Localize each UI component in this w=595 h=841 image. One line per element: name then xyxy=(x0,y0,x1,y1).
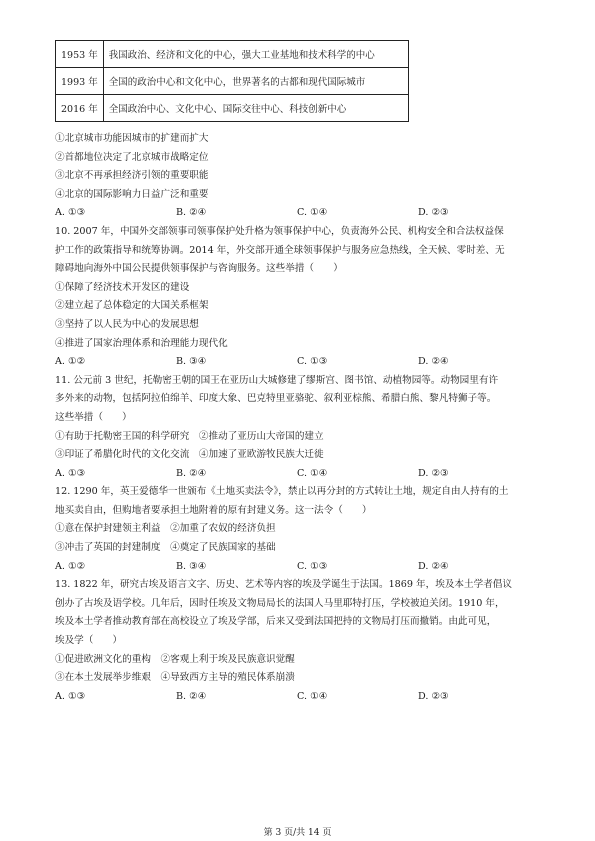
answer-options xyxy=(55,688,541,707)
option-a[interactable]: A. ①② xyxy=(55,560,86,572)
question-stem: 埃及学（ ） xyxy=(55,635,123,647)
table-year: 1993 年 xyxy=(56,68,104,95)
statement-item: ③印证了希腊化时代的文化交流 ④加速了亚欧游牧民族大迁徙 xyxy=(55,449,324,461)
answer-options xyxy=(55,353,541,372)
table-row xyxy=(56,41,409,68)
questions xyxy=(55,130,541,706)
answer-options xyxy=(55,204,541,223)
question-9 xyxy=(55,130,541,223)
table-text: 全国的政治中心和文化中心，世界著名的古都和现代国际城市 xyxy=(103,68,408,95)
statement-item: ②建立起了总体稳定的大国关系框架 xyxy=(55,300,209,312)
table-year: 1953 年 xyxy=(56,41,104,68)
question-11 xyxy=(55,372,541,484)
table-year: 2016 年 xyxy=(56,95,104,122)
question-stem: 13. 1822 年，研究古埃及语言文字、历史、艺术等内容的埃及学诞生于法国。1869 年，埃及本土学者倡议 xyxy=(55,579,512,591)
option-b[interactable]: B. ②④ xyxy=(176,207,207,219)
statement-item: ③北京不再承担经济引领的重要职能 xyxy=(55,170,209,182)
table-row xyxy=(56,68,409,95)
question-stem: 10. 2007 年，中国外交部领事司领事保护处升格为领事保护中心，负责海外公民、机构安全和合法权益保 xyxy=(55,225,504,237)
option-c[interactable]: C. ①③ xyxy=(297,560,328,572)
statement-item: ①意在保护封建领主利益 ②加重了农奴的经济负担 xyxy=(55,523,276,535)
option-b[interactable]: B. ③④ xyxy=(176,356,207,368)
option-b[interactable]: B. ②④ xyxy=(176,690,207,702)
statement-item: ①北京城市功能因城市的扩建而扩大 xyxy=(55,133,209,144)
option-d[interactable]: D. ②④ xyxy=(418,356,449,368)
statement-item: ①有助于托勒密王国的科学研究 ②推动了亚历山大帝国的建立 xyxy=(55,430,324,442)
option-c[interactable]: C. ①④ xyxy=(297,690,328,702)
page-footer: 第 3 页/共 14 页 xyxy=(263,828,332,838)
option-d[interactable]: D. ②③ xyxy=(418,207,449,219)
question-stem: 创办了古埃及语学校。几年后，因时任埃及文物局局长的法国人马里耶特打压，学校被迫关闭。1910 年， xyxy=(55,597,505,609)
option-b[interactable]: B. ③④ xyxy=(176,560,207,572)
statement-item: ③冲击了英国的封建制度 ④奠定了民族国家的基础 xyxy=(55,542,276,554)
option-c[interactable]: C. ①③ xyxy=(297,356,328,368)
question-stem: 12. 1290 年，英王爱德华一世颁布《土地买卖法令》，禁止以再分封的方式转让土地，规定自由人持有的土 xyxy=(55,486,509,498)
question-13 xyxy=(55,576,541,706)
question-stem: 这些举措（ ） xyxy=(55,411,132,423)
question-stem: 地买卖自由，但购地者要承担土地附着的原有封建义务。这一法令（ ） xyxy=(55,504,372,516)
option-a[interactable]: A. ①② xyxy=(55,356,86,368)
option-a[interactable]: A. ①③ xyxy=(55,467,86,479)
statement-item: ②首都地位决定了北京城市战略定位 xyxy=(55,151,209,163)
option-d[interactable]: D. ②③ xyxy=(418,690,449,702)
statement-item: ③坚持了以人民为中心的发展思想 xyxy=(55,318,199,330)
question-stem: 11. 公元前 3 世纪，托勒密王朝的国王在亚历山大城修建了缪斯宫、图书馆、动植物园等。动物园里有许 xyxy=(55,374,499,386)
statement-item: ④推进了国家治理体系和治理能力现代化 xyxy=(55,337,228,349)
table-text: 我国政治、经济和文化的中心，强大工业基地和技术科学的中心 xyxy=(103,41,408,68)
option-d[interactable]: D. ②④ xyxy=(418,560,449,572)
option-b[interactable]: B. ②④ xyxy=(176,467,207,479)
answer-options xyxy=(55,558,541,577)
question-stem: 埃及本土学者推动教育部在高校设立了埃及学部，后来又受到法国把持的文物局打压而撤销。由此可见， xyxy=(55,616,497,628)
question-12 xyxy=(55,483,541,576)
table-row xyxy=(56,95,409,122)
option-a[interactable]: A. ①③ xyxy=(55,690,86,702)
option-c[interactable]: C. ①④ xyxy=(297,467,328,479)
option-d[interactable]: D. ②③ xyxy=(418,467,449,479)
option-c[interactable]: C. ①④ xyxy=(297,207,328,219)
question-10 xyxy=(55,223,541,372)
statement-item: ①促进欧洲文化的重构 ②客观上利于埃及民族意识觉醒 xyxy=(55,653,295,665)
statement-item: ①保障了经济技术开发区的建设 xyxy=(55,281,190,293)
question-stem: 护工作的政策指导和统筹协调。2014 年，外交部开通全球领事保护与服务应急热线，全天候、零时差、无 xyxy=(55,244,505,256)
beijing-positioning-table xyxy=(55,40,409,122)
statement-item: ③在本土发展举步维艰 ④导致西方主导的殖民体系崩溃 xyxy=(55,672,295,684)
statement-item: ④北京的国际影响力日益广泛和重要 xyxy=(55,188,209,200)
question-stem: 障碍地向海外中国公民提供领事保护与咨询服务。这些举措（ ） xyxy=(55,263,343,275)
question-stem: 多外来的动物，包括阿拉伯绵羊、印度大象、巴克特里亚骆驼、叙利亚棕熊、希腊白熊、黎凡特狮子等。 xyxy=(55,393,497,405)
option-a[interactable]: A. ①③ xyxy=(55,207,86,219)
answer-options xyxy=(55,465,541,484)
table-text: 全国政治中心、文化中心、国际交往中心、科技创新中心 xyxy=(103,95,408,122)
